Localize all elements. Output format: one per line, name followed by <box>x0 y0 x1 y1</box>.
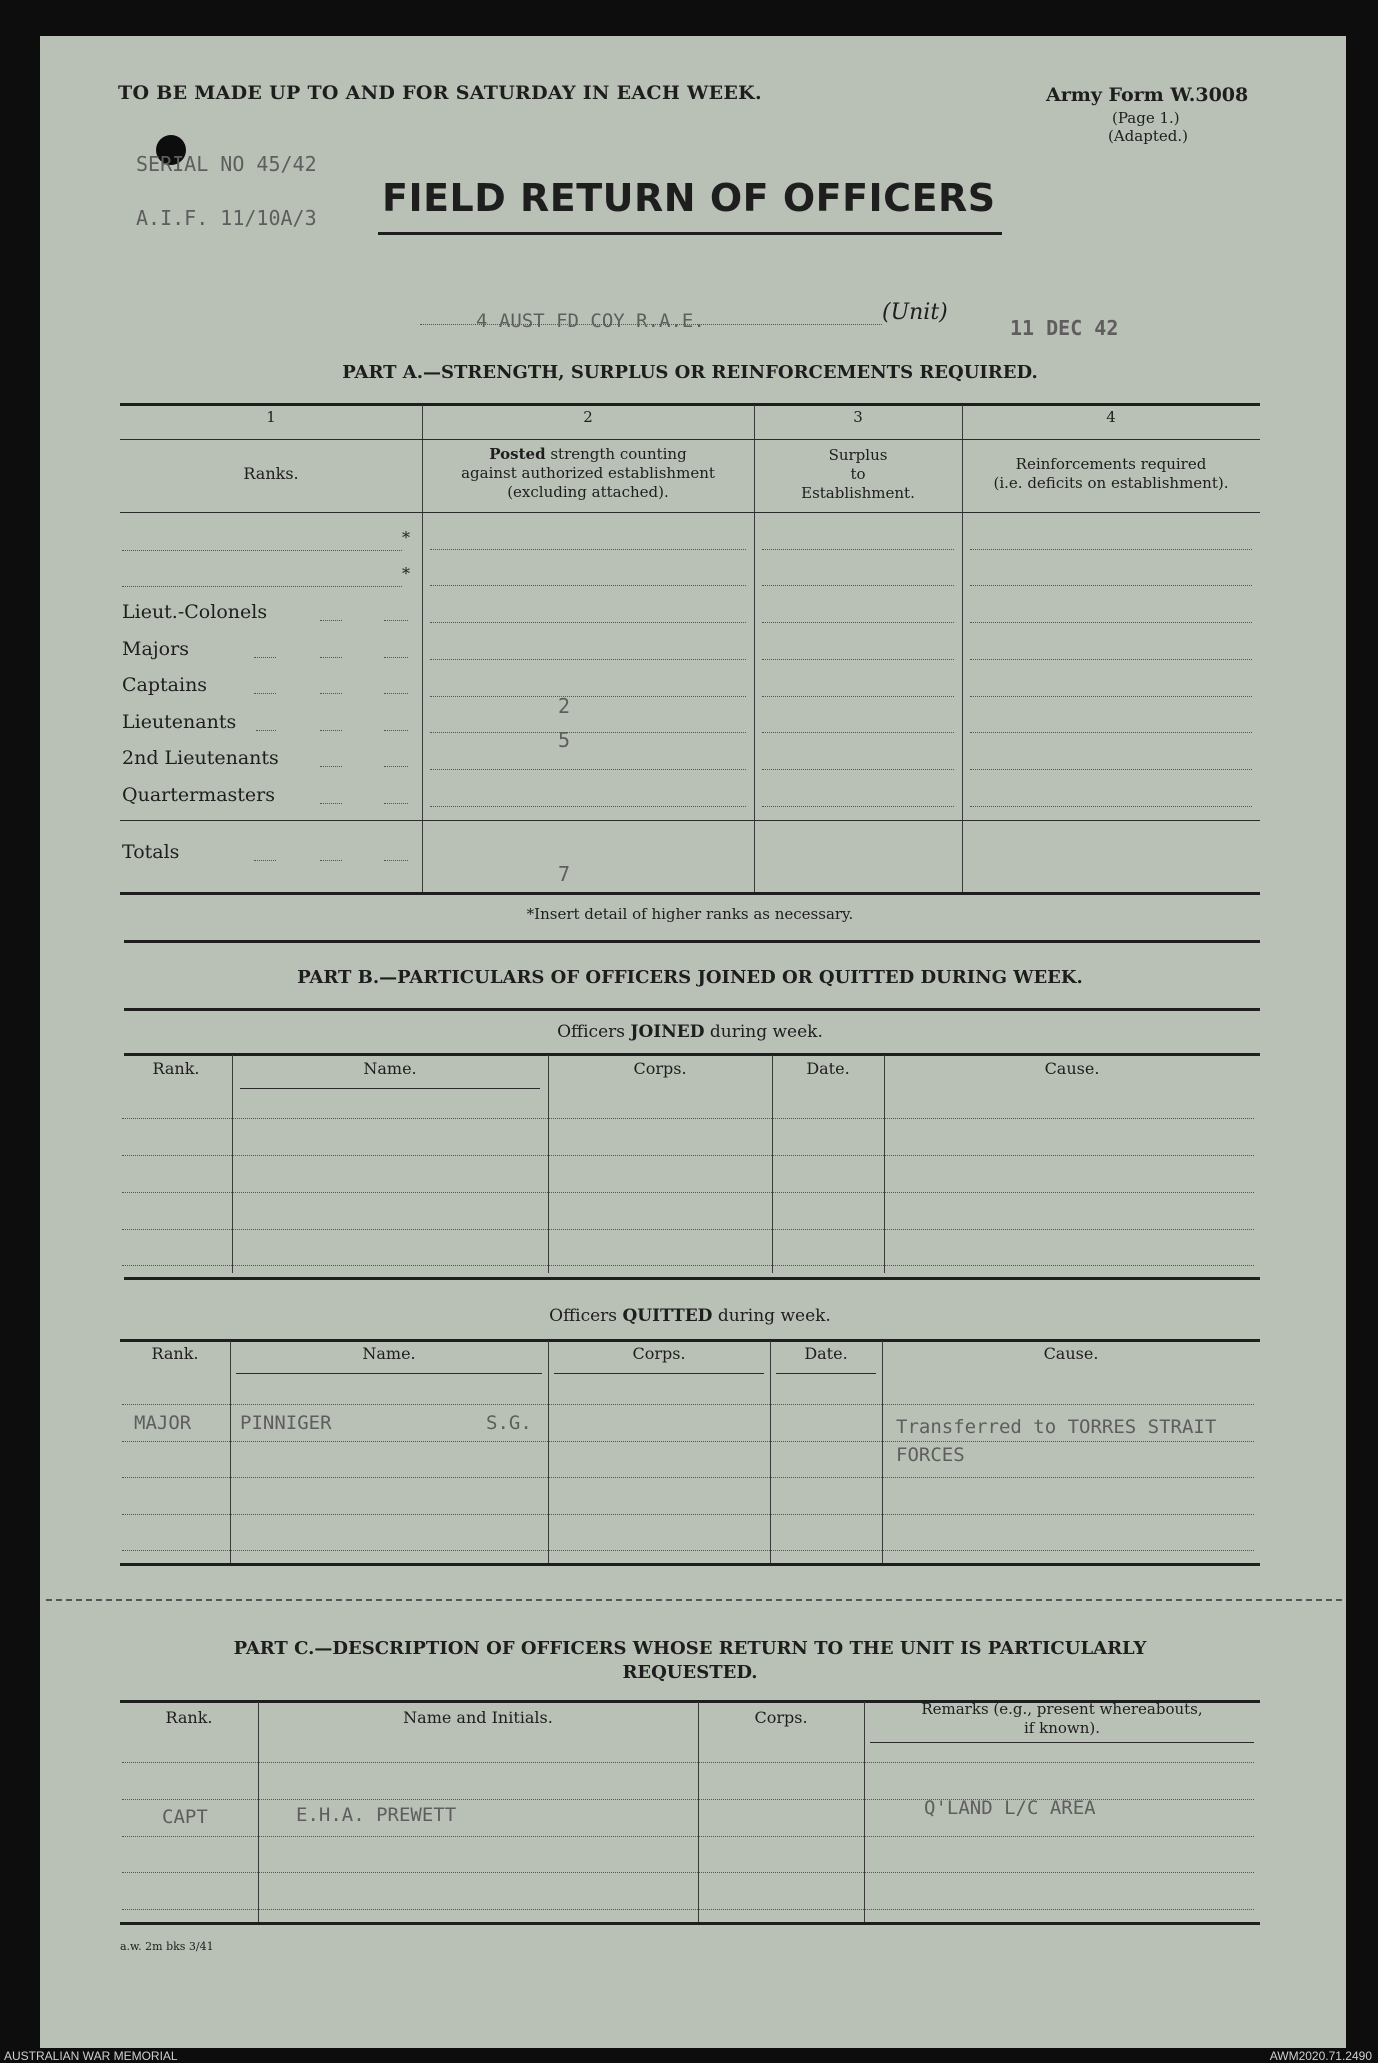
joined-bottom-rule <box>124 1277 1260 1280</box>
rank-lieutenants: Lieutenants <box>122 711 237 733</box>
instruction-text: TO BE MADE UP TO AND FOR SATURDAY IN EACH WEEK. <box>118 82 762 104</box>
higher-rank-line-2 <box>122 586 402 587</box>
rank-dots <box>384 730 408 731</box>
part-a-footnote: *Insert detail of higher ranks as necessary. <box>526 905 854 923</box>
form-sheet <box>40 36 1346 2048</box>
quitted-divider <box>230 1341 231 1563</box>
quitted-divider <box>882 1341 883 1563</box>
joined-col-rule <box>240 1088 540 1089</box>
part-b-top-rule <box>124 1008 1260 1011</box>
totals-count: 7 <box>558 862 571 886</box>
rank-majors: Majors <box>122 638 189 660</box>
joined-subtitle <box>120 1022 1260 1042</box>
rank-2nd-lieutenants: 2nd Lieutenants <box>122 747 279 769</box>
tear-line <box>46 1599 1342 1601</box>
rank-dots <box>384 657 408 658</box>
section-rule <box>124 940 1260 943</box>
part-c-title <box>140 1637 1240 1685</box>
quitted-word: QUITTED <box>622 1306 713 1326</box>
col-number-1: 1 <box>266 408 276 426</box>
remarks-line2: if known). <box>1023 1719 1101 1737</box>
joined-col-name: Name. <box>363 1059 417 1078</box>
requested-rank: CAPT <box>162 1806 208 1828</box>
second-lieutenants-count: 5 <box>558 728 571 752</box>
part-c-col-rank: Rank. <box>165 1708 213 1727</box>
quitted-col-name: Name. <box>362 1344 416 1363</box>
part-c-divider <box>698 1702 699 1922</box>
requested-name: E.H.A. PREWETT <box>296 1804 457 1826</box>
quitted-col-rule <box>776 1373 876 1374</box>
quitted-post: during week. <box>712 1306 831 1326</box>
part-c-title-line2: REQUESTED. <box>622 1662 758 1683</box>
part-c-col-corps: Corps. <box>754 1708 808 1727</box>
joined-col-date: Date. <box>806 1059 850 1078</box>
quitted-col-date: Date. <box>804 1344 848 1363</box>
title-underline <box>378 232 1002 235</box>
surplus-line3: Establishment. <box>801 484 915 502</box>
quitted-col-rule <box>554 1373 764 1374</box>
rank-dots <box>320 620 342 621</box>
rank-dots <box>384 766 408 767</box>
quitted-initials: S.G. <box>486 1412 532 1434</box>
part-a-title: PART A.—STRENGTH, SURPLUS OR REINFORCEMENTS REQUIRED. <box>342 362 1038 383</box>
rank-dots <box>320 803 342 804</box>
joined-divider <box>548 1055 549 1273</box>
posted-rest: strength counting <box>545 445 687 463</box>
part-a-top-rule <box>120 403 1260 406</box>
joined-divider <box>772 1055 773 1273</box>
quitted-cause-2: FORCES <box>896 1444 965 1466</box>
part-c-col-name: Name and Initials. <box>403 1708 553 1727</box>
reinf-line1: Reinforcements required <box>1015 455 1207 473</box>
joined-col-rank: Rank. <box>152 1059 200 1078</box>
requested-remarks: Q'LAND L/C AREA <box>924 1797 1096 1819</box>
rank-dots <box>384 693 408 694</box>
quitted-col-rule <box>236 1373 542 1374</box>
page-title: FIELD RETURN OF OFFICERS <box>382 176 996 220</box>
form-page: (Page 1.) <box>1112 109 1180 127</box>
part-c-title-line1: PART C.—DESCRIPTION OF OFFICERS WHOSE RETURN TO THE UNIT IS PARTICULARLY <box>233 1638 1147 1659</box>
rank-captains: Captains <box>122 674 208 696</box>
part-b-title: PART B.—PARTICULARS OF OFFICERS JOINED OR QUITTED DURING WEEK. <box>297 967 1083 988</box>
surplus-line2: to <box>850 465 866 483</box>
totals-rule <box>120 820 1260 821</box>
col-surplus-header <box>754 446 962 503</box>
part-c-col-remarks <box>864 1700 1260 1738</box>
joined-post: during week. <box>704 1022 823 1042</box>
remarks-line1: Remarks (e.g., present whereabouts, <box>921 1700 1203 1718</box>
quitted-divider <box>548 1341 549 1563</box>
form-adapted: (Adapted.) <box>1108 127 1188 145</box>
unit-label: (Unit) <box>882 300 948 325</box>
serial-number: SERIAL NO 45/42 <box>136 152 317 176</box>
reinf-line2: (i.e. deficits on establishment). <box>993 474 1229 492</box>
quitted-divider <box>770 1341 771 1563</box>
aif-reference: A.I.F. 11/10A/3 <box>136 206 317 230</box>
col-number-4: 4 <box>1106 408 1116 426</box>
rank-dots <box>320 693 342 694</box>
rank-lieut-colonels: Lieut.-Colonels <box>122 601 268 623</box>
higher-rank-star-2: * <box>402 564 410 583</box>
quitted-col-cause: Cause. <box>1043 1344 1099 1363</box>
joined-pre: Officers <box>557 1022 631 1042</box>
col-posted-header <box>422 445 754 502</box>
lieutenants-count: 2 <box>558 694 571 718</box>
print-code: a.w. 2m bks 3/41 <box>120 1940 214 1953</box>
part-a-bottom-rule <box>120 892 1260 895</box>
quitted-bottom-rule <box>120 1563 1260 1566</box>
rank-dots <box>254 693 276 694</box>
joined-header-rule <box>124 1053 1260 1056</box>
quitted-cause-1: Transferred to TORRES STRAIT <box>896 1416 1217 1438</box>
col-number-2: 2 <box>583 408 593 426</box>
quitted-col-rank: Rank. <box>151 1344 199 1363</box>
joined-col-corps: Corps. <box>633 1059 687 1078</box>
joined-divider <box>884 1055 885 1273</box>
posted-bold: Posted <box>489 445 546 463</box>
joined-col-cause: Cause. <box>1044 1059 1100 1078</box>
rank-dots <box>320 860 342 861</box>
quitted-col-corps: Corps. <box>632 1344 686 1363</box>
rank-dots <box>320 766 342 767</box>
higher-rank-line-1 <box>122 550 402 551</box>
quitted-pre: Officers <box>549 1306 623 1326</box>
rank-dots <box>256 730 276 731</box>
quitted-header-rule <box>120 1339 1260 1342</box>
part-c-divider <box>258 1702 259 1922</box>
rank-dots <box>254 860 276 861</box>
rank-dots <box>384 803 408 804</box>
footer-left: AUSTRALIAN WAR MEMORIAL <box>4 2049 178 2063</box>
posted-line2: against authorized establishment <box>461 464 715 482</box>
rank-quartermasters: Quartermasters <box>122 784 275 806</box>
part-c-col-rule <box>870 1742 1254 1743</box>
quitted-name: PINNIGER <box>240 1412 332 1434</box>
return-date: 11 DEC 42 <box>1010 316 1119 340</box>
rank-dots <box>384 620 408 621</box>
quitted-rank: MAJOR <box>134 1412 192 1434</box>
rank-dots <box>320 730 342 731</box>
part-a-header-rule <box>120 512 1260 513</box>
footer-right: AWM2020.71.2490 <box>1269 2049 1372 2063</box>
posted-line3: (excluding attached). <box>507 483 669 501</box>
totals-label: Totals <box>122 841 180 863</box>
surplus-line1: Surplus <box>828 446 888 464</box>
col-number-rule <box>120 439 1260 440</box>
joined-word: JOINED <box>630 1022 705 1042</box>
joined-divider <box>232 1055 233 1273</box>
rank-dots <box>254 657 276 658</box>
rank-dots <box>320 657 342 658</box>
quitted-subtitle <box>120 1306 1260 1326</box>
col-ranks-header: Ranks. <box>243 464 299 483</box>
col-number-3: 3 <box>853 408 863 426</box>
unit-value: 4 AUST FD COY R.A.E. <box>476 310 705 332</box>
part-c-bottom-rule <box>120 1922 1260 1925</box>
rank-dots <box>384 860 408 861</box>
col-reinforcements-header <box>962 455 1260 493</box>
higher-rank-star-1: * <box>402 528 410 547</box>
form-number: Army Form W.3008 <box>1046 84 1249 106</box>
